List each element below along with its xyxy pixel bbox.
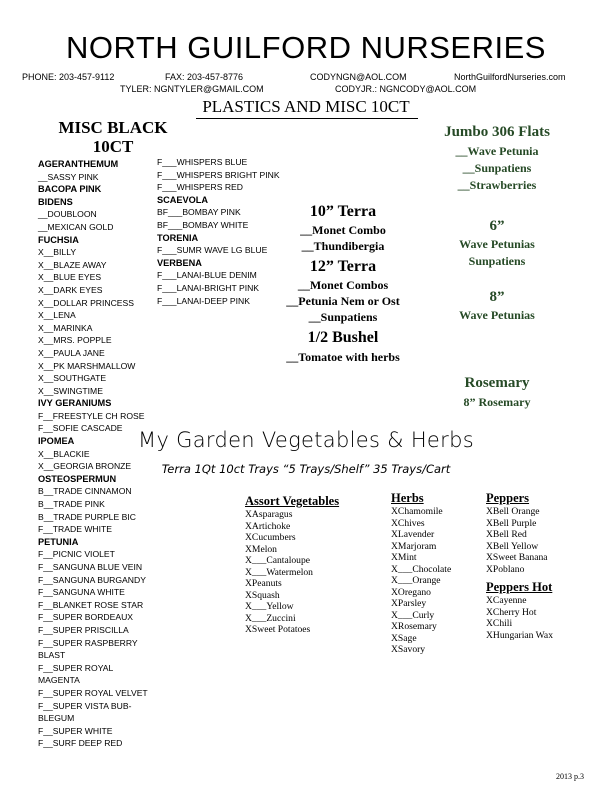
misc-black-item: __SASSY PINK <box>38 171 99 182</box>
misc-black-item: F__SANGUNA BLUE VEIN <box>38 562 143 572</box>
herbs-column <box>391 490 451 656</box>
eight-inch-list <box>412 307 582 324</box>
hot-pepper-item: XCherry Hot <box>486 606 537 618</box>
assort-vegetable-item: XArtichoke <box>245 520 291 532</box>
assort-vegetable-item: XMelon <box>245 543 277 555</box>
pepper-item: XBell Purple <box>486 517 537 529</box>
terra-12-list <box>283 277 403 325</box>
misc-black-item: F__PICNIC VIOLET <box>38 549 115 560</box>
misc-black-item: X__LENA <box>38 310 76 321</box>
pepper-item: XBell Yellow <box>486 540 539 552</box>
misc-black-item: BLAST <box>38 650 66 661</box>
peppers-heading: Peppers <box>486 491 530 505</box>
misc-black-item: __DOUBLOON <box>38 209 97 220</box>
bushel-list <box>278 349 408 365</box>
assort-vegetable-item: XSweet Potatoes <box>245 624 311 635</box>
terra-10-list <box>283 222 403 254</box>
misc-black-item: X__DARK EYES <box>38 284 103 295</box>
terra-12-item: __Monet Combos <box>297 278 389 292</box>
misc-black-item: X__BLACKIE <box>38 448 90 459</box>
pepper-item: XPoblano <box>486 563 525 575</box>
misc-black-category: IPOMEA <box>38 436 75 447</box>
misc-black-item: X__BLAZE AWAY <box>38 259 107 270</box>
six-inch-list <box>412 236 582 270</box>
misc-black-category: IVY GERANIUMS <box>38 398 112 409</box>
misc-black-item: __MEXICAN GOLD <box>38 221 114 232</box>
assort-vegetable-item: X___Watermelon <box>245 566 313 578</box>
misc-black-count: 10CT <box>92 137 134 156</box>
misc-black-item: X__DOLLAR PRINCESS <box>38 297 134 308</box>
herb-item: XLavender <box>391 529 435 540</box>
misc-black-category: BACOPA PINK <box>38 184 102 195</box>
misc-black-category: FUCHSIA <box>38 234 79 245</box>
pepper-item: XBell Red <box>486 529 527 540</box>
eight-inch-heading: 8” <box>489 289 505 305</box>
email-tyler: TYLER: NGNTYLER@GMAIL.COM <box>120 84 264 94</box>
jumbo-item: __Strawberries <box>457 178 537 192</box>
misc-black-item: X__GEORGIA BRONZE <box>38 461 132 472</box>
assort-vegetable-item: XSquash <box>245 589 280 601</box>
herb-item: XSavory <box>391 644 426 655</box>
terra-10-item: __Monet Combo <box>300 223 386 237</box>
misc-black-item: F__BLANKET ROSE STAR <box>38 599 144 610</box>
misc-black-item: X__BLUE EYES <box>38 272 102 283</box>
six-inch-item: Sunpatiens <box>468 254 526 268</box>
email-cody: CODYNGN@AOL.COM <box>310 72 407 82</box>
misc-black-item: X__MRS. POPPLE <box>38 335 112 346</box>
misc-black-item: X__PK MARSHMALLOW <box>38 360 136 371</box>
misc-black-item: F___LANAI-DEEP PINK <box>157 295 250 306</box>
subtitle-underline <box>196 118 418 119</box>
peppers-column <box>486 490 553 641</box>
herbs-heading: Herbs <box>391 491 424 505</box>
misc-black-item: F__SURF DEEP RED <box>38 738 123 749</box>
misc-black-item: F__SANGUNA BURGANDY <box>38 574 146 585</box>
terra-12-item: __Petunia Nem or Ost <box>286 294 400 308</box>
misc-black-item: F___WHISPERS BRIGHT PINK <box>157 169 280 180</box>
herb-item: X___Chocolate <box>391 563 452 575</box>
misc-black-item: B__TRADE PINK <box>38 499 105 510</box>
misc-black-category: OSTEOSPERMUN <box>38 473 117 484</box>
section-subtitle: PLASTICS AND MISC 10CT <box>202 97 410 116</box>
misc-black-list-2 <box>157 156 280 307</box>
assort-vegetables-column <box>245 493 339 636</box>
herb-item: XMarjoram <box>391 540 437 552</box>
six-inch-heading: 6” <box>489 218 505 234</box>
assort-vegetable-item: X___Yellow <box>245 601 294 612</box>
misc-black-item: F__SUPER RASPBERRY <box>38 637 138 648</box>
misc-black-heading: MISC BLACK <box>58 118 168 137</box>
website: NorthGuilfordNurseries.com <box>454 72 566 82</box>
misc-black-item: F__SUPER ROYAL VELVET <box>38 687 148 698</box>
herb-item: XMint <box>391 552 417 563</box>
misc-black-item: BLEGUM <box>38 713 75 724</box>
misc-black-item: F__FREESTYLE CH ROSE <box>38 410 145 421</box>
herb-item: X___Curly <box>391 609 435 621</box>
eight-inch-item: Wave Petunias <box>459 308 535 322</box>
misc-black-item: F___LANAI-BRIGHT PINK <box>157 282 260 293</box>
misc-black-item: F__SUPER BORDEAUX <box>38 612 134 623</box>
herb-item: XChives <box>391 517 425 529</box>
vegetables-title: My Garden Vegetables & Herbs <box>138 428 474 452</box>
vegetables-subtitle: Terra 1Qt 10ct Trays “5 Trays/Shelf” 35 Trays/Cart <box>161 462 451 476</box>
herb-item: XSage <box>391 632 417 644</box>
rosemary-heading: Rosemary <box>464 375 530 391</box>
misc-black-item: F__SUPER ROYAL <box>38 662 114 673</box>
misc-black-category: PETUNIA <box>38 536 79 547</box>
fax: FAX: 203-457-8776 <box>165 72 244 82</box>
misc-black-item: F__SUPER WHITE <box>38 725 113 736</box>
herb-item: XRosemary <box>391 621 437 632</box>
misc-black-list-1 <box>38 158 148 750</box>
misc-black-item: X__PAULA JANE <box>38 347 105 358</box>
jumbo-item: __Wave Petunia <box>455 144 539 158</box>
terra-12-heading: 12” Terra <box>309 258 377 275</box>
misc-black-category: BIDENS <box>38 196 73 207</box>
assort-vegetable-item: X___Zuccini <box>245 612 296 624</box>
herb-item: XOregano <box>391 586 431 598</box>
misc-black-item: X__BILLY <box>38 247 77 258</box>
phone: PHONE: 203-457-9112 <box>22 72 115 82</box>
rosemary-item: 8” Rosemary <box>463 395 531 409</box>
pepper-item: XBell Orange <box>486 506 540 517</box>
misc-black-item: X__SWINGTIME <box>38 385 103 396</box>
misc-black-item: F___WHISPERS RED <box>157 182 243 193</box>
bushel-item: __Tomatoe with herbs <box>286 350 400 364</box>
misc-black-item: F___WHISPERS BLUE <box>157 157 248 167</box>
jumbo-heading: Jumbo 306 Flats <box>444 124 550 140</box>
misc-black-item: BF___BOMBAY WHITE <box>157 219 249 230</box>
herb-item: XParsley <box>391 598 427 609</box>
misc-black-item: F___LANAI-BLUE DENIM <box>157 270 257 281</box>
misc-black-item: MAGENTA <box>38 675 80 686</box>
page-title: NORTH GUILFORD NURSERIES <box>66 30 546 65</box>
misc-black-category: VERBENA <box>157 257 202 268</box>
misc-black-category: TORENIA <box>157 232 199 243</box>
jumbo-item: __Sunpatiens <box>462 161 532 175</box>
misc-black-item: F__SUPER VISTA BUB- <box>38 700 132 711</box>
assort-vegetable-item: X___Cantaloupe <box>245 555 311 566</box>
terra-12-item: __Sunpatiens <box>308 310 378 324</box>
hot-pepper-item: XHungarian Wax <box>486 629 553 641</box>
misc-black-item: X__MARINKA <box>38 322 93 333</box>
email-codyjr: CODYJR.: NGNCODY@AOL.COM <box>335 84 477 94</box>
assort-vegetable-item: XPeanuts <box>245 578 282 589</box>
hot-pepper-item: XCayenne <box>486 595 527 606</box>
misc-black-item: B__TRADE CINNAMON <box>38 486 132 497</box>
assort-vegetable-item: XAsparagus <box>245 509 293 520</box>
misc-black-category: SCAEVOLA <box>157 194 209 205</box>
misc-black-item: X__SOUTHGATE <box>38 373 107 384</box>
misc-black-item: F___SUMR WAVE LG BLUE <box>157 245 268 256</box>
jumbo-list <box>412 143 582 194</box>
assort-vegetables-heading: Assort Vegetables <box>245 494 340 508</box>
misc-black-item: B__TRADE PURPLE BIC <box>38 511 136 522</box>
herb-item: XChamomile <box>391 506 443 517</box>
six-inch-item: Wave Petunias <box>459 237 535 251</box>
terra-10-item: __Thundibergia <box>301 239 385 253</box>
herb-item: X___Orange <box>391 575 441 586</box>
assort-vegetable-item: XCucumbers <box>245 532 296 543</box>
hot-pepper-item: XChili <box>486 618 513 629</box>
bushel-heading: 1/2 Bushel <box>307 329 379 346</box>
misc-black-item: F__TRADE WHITE <box>38 524 113 535</box>
misc-black-item: BF___BOMBAY PINK <box>157 207 241 218</box>
terra-10-heading: 10” Terra <box>309 203 377 220</box>
page-footer: 2013 p.3 <box>556 772 584 781</box>
misc-black-category: AGERANTHEMUM <box>38 159 119 169</box>
misc-black-item: F__SOFIE CASCADE <box>38 423 123 434</box>
peppers-hot-heading: Peppers Hot <box>486 580 553 594</box>
misc-black-item: F__SUPER PRISCILLA <box>38 624 129 635</box>
pepper-item: XSweet Banana <box>486 552 548 563</box>
misc-black-item: F__SANGUNA WHITE <box>38 587 125 598</box>
